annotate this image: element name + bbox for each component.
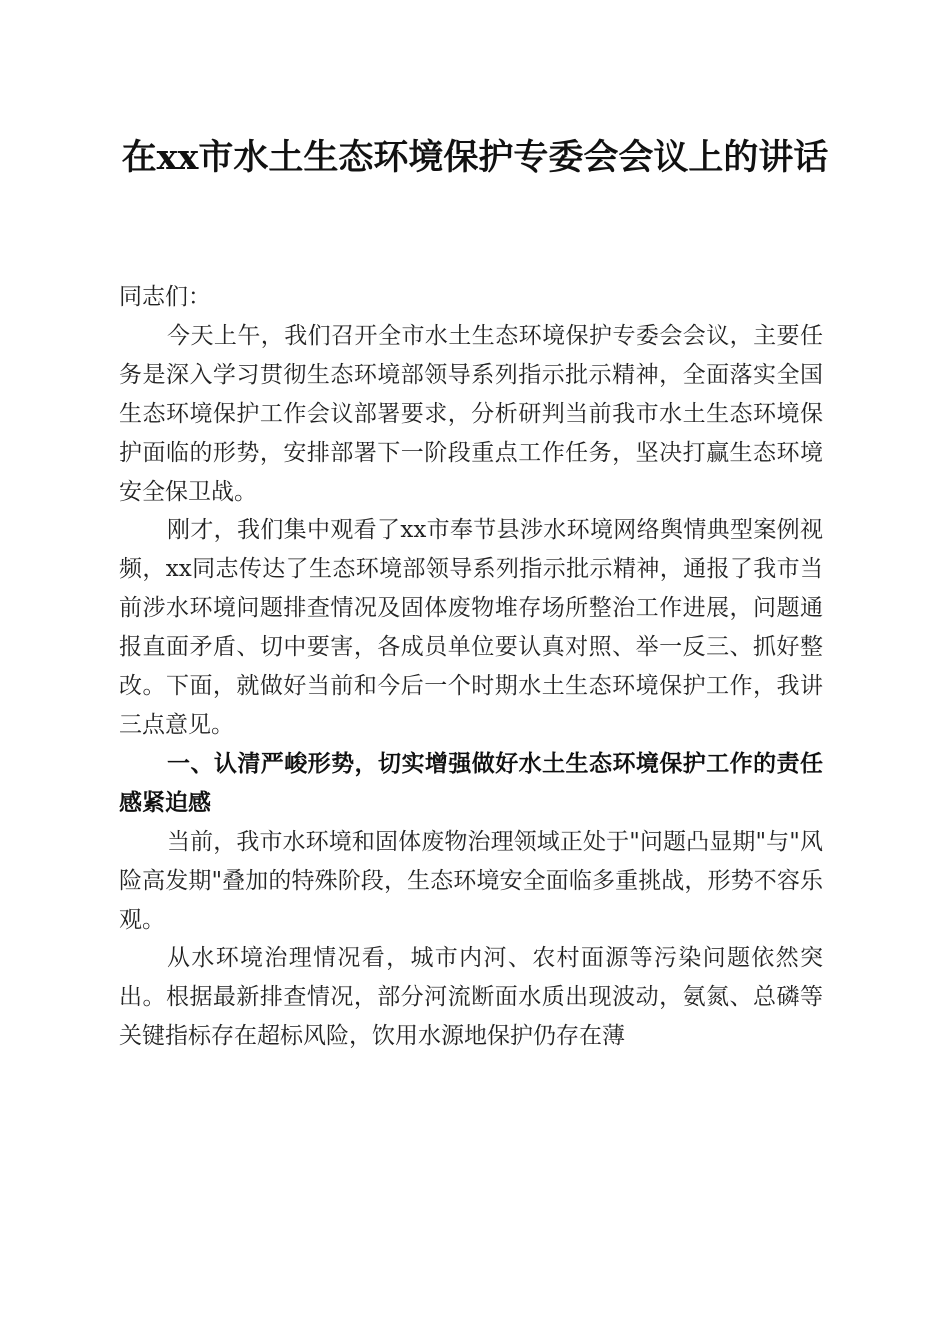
- document-title: 在xx市水土生态环境保护专委会会议上的讲话: [121, 137, 829, 178]
- salutation: 同志们：: [119, 284, 211, 310]
- section-heading: 一、认清严峻形势，切实增强做好水土生态环境保护工作的责任感紧迫感: [119, 750, 823, 816]
- paragraph-review: 刚才，我们集中观看了xx市奉节县涉水环境网络舆情典型案例视频，xx同志传达了生态环境部领导系列指示批示精神，通报了我市当前涉水环境问题排查情况及固体废物堆存场所整治工作进展，问题通报直面矛盾、切中要害，各成员单位要认真对照、举一反三、抓好整改。下面，就做好当前和今后一个时期水土生态环境保护工作，我讲三点意见。: [119, 517, 823, 738]
- paragraph-water-governance: 从水环境治理情况看，城市内河、农村面源等污染问题依然突出。根据最新排查情况，部分河流断面水质出现波动，氨氮、总磷等关键指标存在超标风险，饮用水源地保护仍存在薄: [119, 945, 823, 1050]
- document-body: [119, 278, 823, 1056]
- paragraph-situation: 当前，我市水环境和固体废物治理领域正处于"问题凸显期"与"风险高发期"叠加的特殊阶段，生态环境安全面临多重挑战，形势不容乐观。: [119, 828, 823, 933]
- paragraph-opening: 今天上午，我们召开全市水土生态环境保护专委会会议，主要任务是深入学习贯彻生态环境部领导系列指示批示精神，全面落实全国生态环境保护工作会议部署要求，分析研判当前我市水土生态环境保护面临的形势，安排部署下一阶段重点工作任务，坚决打赢生态环境安全保卫战。: [119, 322, 823, 505]
